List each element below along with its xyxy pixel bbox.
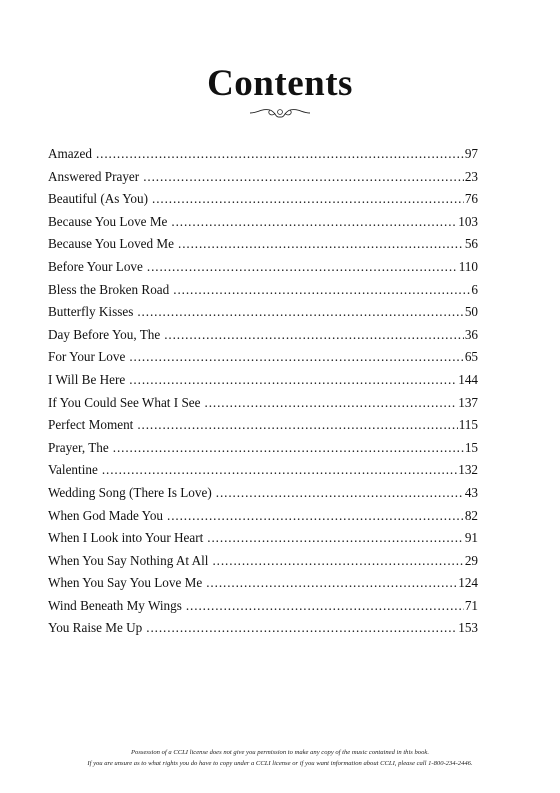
toc-entry [48,282,478,305]
entry-page-number: 124 [458,575,478,591]
toc-entry [48,259,478,282]
entry-page-number: 76 [464,191,478,207]
toc-entry [48,372,478,395]
toc-entry [48,214,478,237]
dot-leader [164,327,464,343]
entry-page-number: 6 [471,281,478,297]
entry-page-number: 29 [464,552,478,568]
dot-leader [186,598,464,614]
entry-title: Amazed [48,146,92,161]
entry-title: Prayer, The [48,439,109,455]
toc-entry [48,146,478,169]
entry-title: For Your Love [48,349,126,365]
dot-leader [212,553,463,569]
entry-page-number: 82 [464,507,478,523]
entry-page-number: 65 [464,349,478,365]
entry-page-number: 144 [458,371,478,387]
dot-leader [137,417,457,433]
entry-title: Because You Love Me [48,213,168,229]
entry-page-number: 15 [464,439,478,455]
entry-page-number: 71 [464,597,478,613]
entry-title: You Raise Me Up [48,620,143,636]
flourish-icon [248,104,312,120]
dot-leader [205,395,458,411]
toc-entry [48,462,478,485]
toc-entry [48,395,478,418]
entry-title: Answered Prayer [48,168,140,184]
entry-title: When I Look into Your Heart [48,530,204,546]
contents-list [48,146,478,643]
copyright-notice [0,747,560,769]
entry-page-number: 103 [458,213,478,229]
entry-page-number: 137 [458,394,478,410]
entry-page-number: 50 [464,304,478,320]
entry-title: Wind Beneath My Wings [48,597,182,613]
dot-leader [171,214,457,230]
dot-leader [113,440,464,456]
notice-line-2: If you are unsure as to what rights you do have to copy under a CCLI license or if you want information about CCLI, please call 1-800-234-2446. [87,760,473,767]
toc-entry [48,304,478,327]
dot-leader [216,485,464,501]
entry-page-number: 132 [458,462,478,478]
toc-entry [48,575,478,598]
toc-entry [48,236,478,259]
entry-title: Before Your Love [48,258,143,274]
entry-page-number: 23 [464,168,478,184]
toc-entry [48,508,478,531]
dot-leader [146,620,457,636]
dot-leader [173,282,470,298]
toc-entry [48,620,478,643]
toc-entry [48,530,478,553]
dot-leader [102,462,457,478]
entry-page-number: 115 [458,417,478,433]
dot-leader [96,146,464,162]
dot-leader [137,304,463,320]
toc-entry [48,191,478,214]
entry-title: I Will Be Here [48,371,126,387]
dot-leader [129,349,464,365]
toc-entry [48,417,478,440]
entry-title: Beautiful (As You) [48,191,149,207]
toc-entry [48,327,478,350]
entry-title: Bless the Broken Road [48,281,170,297]
entry-title: When You Say Nothing At All [48,552,209,568]
dot-leader [129,372,457,388]
toc-entry [48,553,478,576]
entry-page-number: 153 [458,620,478,636]
entry-title: Because You Loved Me [48,236,174,252]
toc-entry [48,169,478,192]
dot-leader [152,191,464,207]
entry-title: Butterfly Kisses [48,304,134,320]
entry-page-number: 97 [464,146,478,161]
dot-leader [178,236,464,252]
entry-title: When You Say You Love Me [48,575,203,591]
entry-title: Day Before You, The [48,326,161,342]
toc-entry [48,440,478,463]
entry-page-number: 56 [464,236,478,252]
entry-title: Perfect Moment [48,417,134,433]
dot-leader [143,169,464,185]
dot-leader [167,508,464,524]
dot-leader [206,575,457,591]
entry-title: When God Made You [48,507,164,523]
toc-entry [48,349,478,372]
entry-title: Valentine [48,462,98,478]
dot-leader [207,530,464,546]
entry-page-number: 36 [464,326,478,342]
page-title: Contents [207,63,353,104]
entry-title: Wedding Song (There Is Love) [48,484,212,500]
toc-entry [48,485,478,508]
entry-page-number: 110 [458,258,478,274]
dot-leader [147,259,458,275]
toc-entry [48,598,478,621]
notice-line-1: Possession of a CCLI license does not give you permission to make any copy of the music contained in this book. [131,749,429,756]
entry-page-number: 43 [464,484,478,500]
entry-title: If You Could See What I See [48,394,201,410]
entry-page-number: 91 [464,530,478,546]
